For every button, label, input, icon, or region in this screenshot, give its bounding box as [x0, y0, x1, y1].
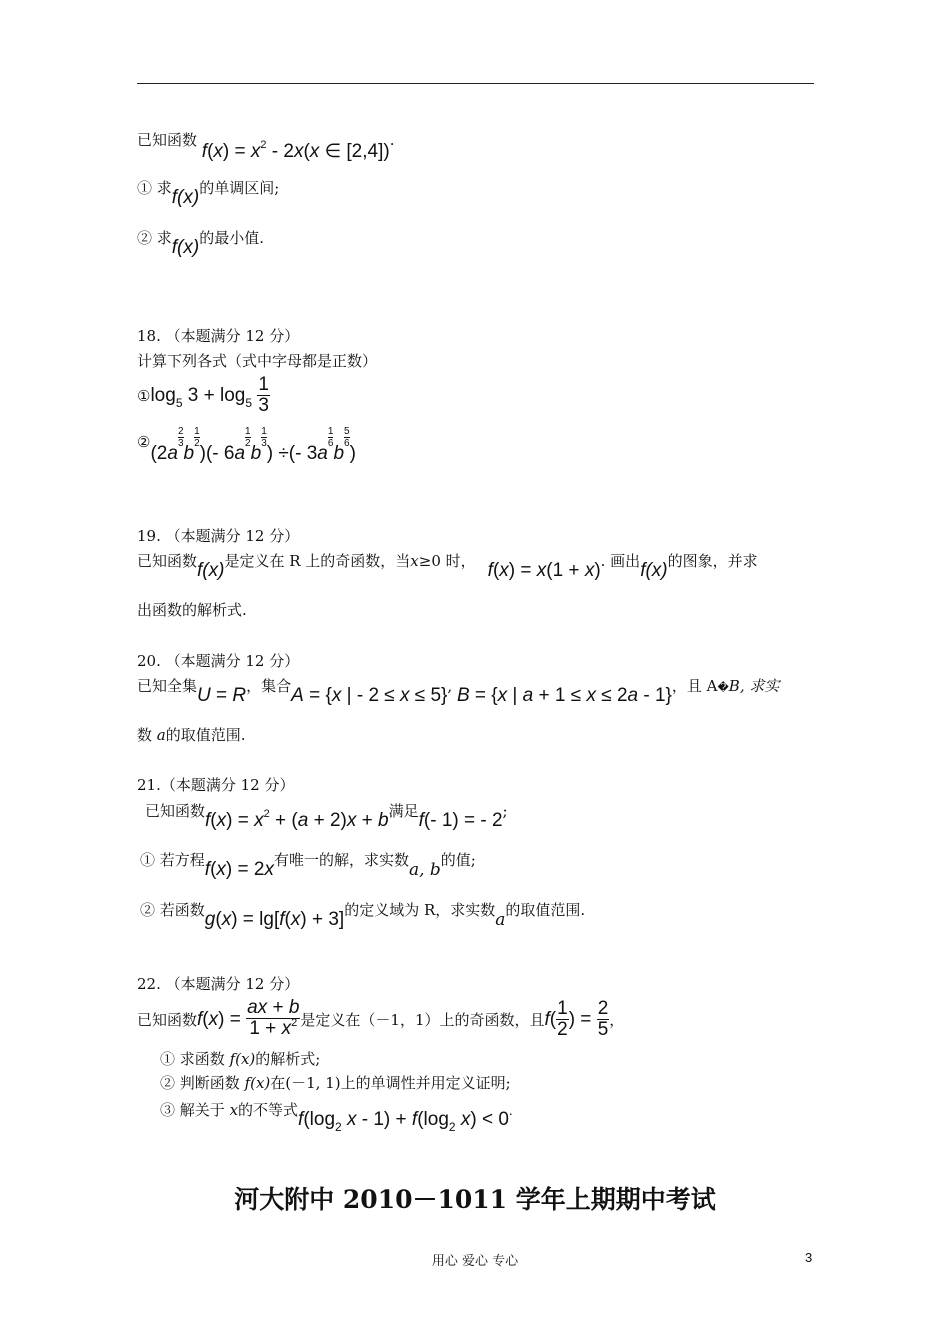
q19-t4: . 画出: [600, 552, 641, 570]
q22-i3-x: x: [229, 1101, 239, 1119]
q17-intro: 已知函数: [137, 131, 198, 149]
q20-line2-var: a: [156, 726, 166, 744]
q17-end: .: [389, 131, 395, 149]
page-number: 3: [805, 1250, 813, 1265]
q21-i2-mid: 的定义域为 R，求实数: [344, 901, 496, 919]
q21-formula: $f(x) = x^2 + (a + 2)x + b$: [205, 808, 389, 831]
q21-item2: [140, 900, 586, 930]
q21-i1-pre: ① 若方程: [140, 851, 205, 869]
q22-i2: ② 判断函数: [160, 1074, 240, 1092]
q21-t3: ;: [502, 802, 508, 820]
q22-line1: [137, 996, 624, 1044]
q18-header: 18. （本题满分 12 分）: [137, 327, 300, 345]
q22-t1: 已知函数: [137, 1011, 198, 1029]
q22-i3: ③ 解关于: [160, 1101, 225, 1119]
q21-i2-post: 的取值范围.: [505, 901, 586, 919]
q21-cond: f(- 1) = - 2: [418, 810, 503, 831]
q17-intro-line: [137, 130, 395, 162]
q22-t3: ，: [609, 1011, 625, 1029]
q18-item2-label: ②: [137, 433, 151, 451]
q20-set-a: A = {x | - 2 ≤ x ≤ 5}: [291, 685, 448, 706]
q20-line2-pre: 数: [137, 726, 153, 744]
q19-line1: [137, 551, 758, 581]
q20-line1: [137, 676, 780, 706]
q21-t2: 满足: [388, 802, 419, 820]
footer-text: 用心 爱心 专心: [431, 1254, 519, 1269]
q17-item2-pre: ② 求: [137, 229, 172, 247]
q21-line1: [145, 801, 508, 831]
q20-t3: ,: [447, 677, 453, 695]
q22-i1-post: 的解析式;: [255, 1050, 321, 1068]
q19-f2: f(x): [640, 560, 668, 581]
q17-item2-f: f(x): [171, 237, 200, 258]
q21-i1-vars: a, b: [408, 860, 441, 880]
q20-t5: B, 求实: [728, 677, 780, 695]
q18-item2: [137, 426, 356, 468]
q21-i2-pre: ② 若函数: [140, 901, 205, 919]
q19-t5: 的图象，并求: [667, 552, 758, 570]
q17-item1-f: f(x): [171, 187, 200, 208]
q18-item1-label: ①: [137, 387, 151, 405]
q22-cond: f( $\frac{1}{2}$ ) = $\frac{2}{5}$: [544, 998, 609, 1041]
q20-u: U = R: [197, 685, 247, 706]
q22-item1: [160, 1049, 320, 1069]
q20-t4: ，且 A: [671, 677, 718, 695]
q21-i2-var: a: [495, 910, 506, 930]
q22-i2-f: f(x): [244, 1074, 271, 1092]
q20-t1: 已知全集: [137, 677, 198, 695]
q17-formula: $f(x) = x^2 - 2x(x$ ∈ [2,4]): [201, 139, 390, 162]
q18-item1-expr: $\log_5 3 + \log_5$ $\frac{1}{3}$: [150, 374, 269, 417]
q20-set-b: B = {x | a + 1 ≤ x ≤ 2a - 1}: [456, 685, 672, 706]
q17-item1: [137, 178, 280, 208]
q19-line2: 出函数的解析式.: [137, 601, 247, 619]
q17-item2: [137, 228, 264, 258]
q20-header: 20. （本题满分 12 分）: [137, 652, 300, 670]
q22-item3: ③ 解关于 x的不等式$f(\log_2$ $x - 1) + f(\log_2$ x) < 0.: [160, 1101, 513, 1134]
q19-t3: ≥0 时，: [418, 552, 476, 570]
exam-title: 河大附中 2010－1011 学年上期期中考试: [234, 1185, 716, 1214]
q18-item2-expr: (2a $\frac{2}{3}$ b $\frac{1}{2}$ )(- 6a $\frac{1}{2}$ b $\frac{1}{3}$ ) ÷(- 3a $\frac{1}{6}$ b $\frac{5}{6}$ ): [150, 426, 356, 464]
q22-formula: f(x) = $\frac{ax + b}{1 + x^2}$: [197, 997, 300, 1040]
q21-i1-eq: f(x) = 2x: [204, 859, 274, 880]
q21-header: 21.（本题满分 12 分）: [137, 776, 295, 794]
q19-header: 19. （本题满分 12 分）: [137, 527, 300, 545]
q17-item1-pre: ① 求: [137, 179, 172, 197]
q20-line2: [137, 725, 246, 745]
q18-item1: [137, 374, 270, 419]
q21-i2-eq: g(x) = lg[f(x) + 3]: [204, 909, 345, 930]
q21-item1: [140, 850, 476, 880]
q21-i1-post: 的值;: [440, 851, 476, 869]
q19-formula: f(x) = x(1 + x): [487, 560, 601, 581]
q20-broken-glyph: �: [717, 681, 729, 694]
q22-i1: ① 求函数: [160, 1050, 225, 1068]
q20-t2: ，集合: [246, 677, 292, 695]
q22-t2: 是定义在（－1，1）上的奇函数，且: [300, 1011, 545, 1029]
q19-t2: 是定义在 R 上的奇函数，当: [224, 552, 411, 570]
q22-item2: [160, 1073, 511, 1093]
q21-t1: 已知函数: [145, 802, 206, 820]
q21-i1-mid: 有唯一的解，求实数: [273, 851, 409, 869]
q22-i3-post: 的不等式: [238, 1101, 299, 1119]
q17-item2-post: 的最小值.: [199, 229, 264, 247]
q19-xvar: x: [410, 552, 419, 570]
q22-inequality: $f(\log_2$ $x - 1) + f(\log_2$ x) < 0: [298, 1109, 509, 1134]
q18-intro: 计算下列各式（式中字母都是正数）: [137, 352, 378, 370]
q17-item1-post: 的单调区间;: [199, 179, 280, 197]
q19-t1: 已知函数: [137, 552, 198, 570]
q20-line2-post: 的取值范围.: [165, 726, 246, 744]
q22-i2-post: 在(－1, 1)上的单调性并用定义证明;: [270, 1074, 511, 1092]
header-rule: [137, 83, 814, 84]
q22-i1-f: f(x): [229, 1050, 256, 1068]
q22-header: 22. （本题满分 12 分）: [137, 975, 300, 993]
q19-f1: f(x): [197, 560, 225, 581]
